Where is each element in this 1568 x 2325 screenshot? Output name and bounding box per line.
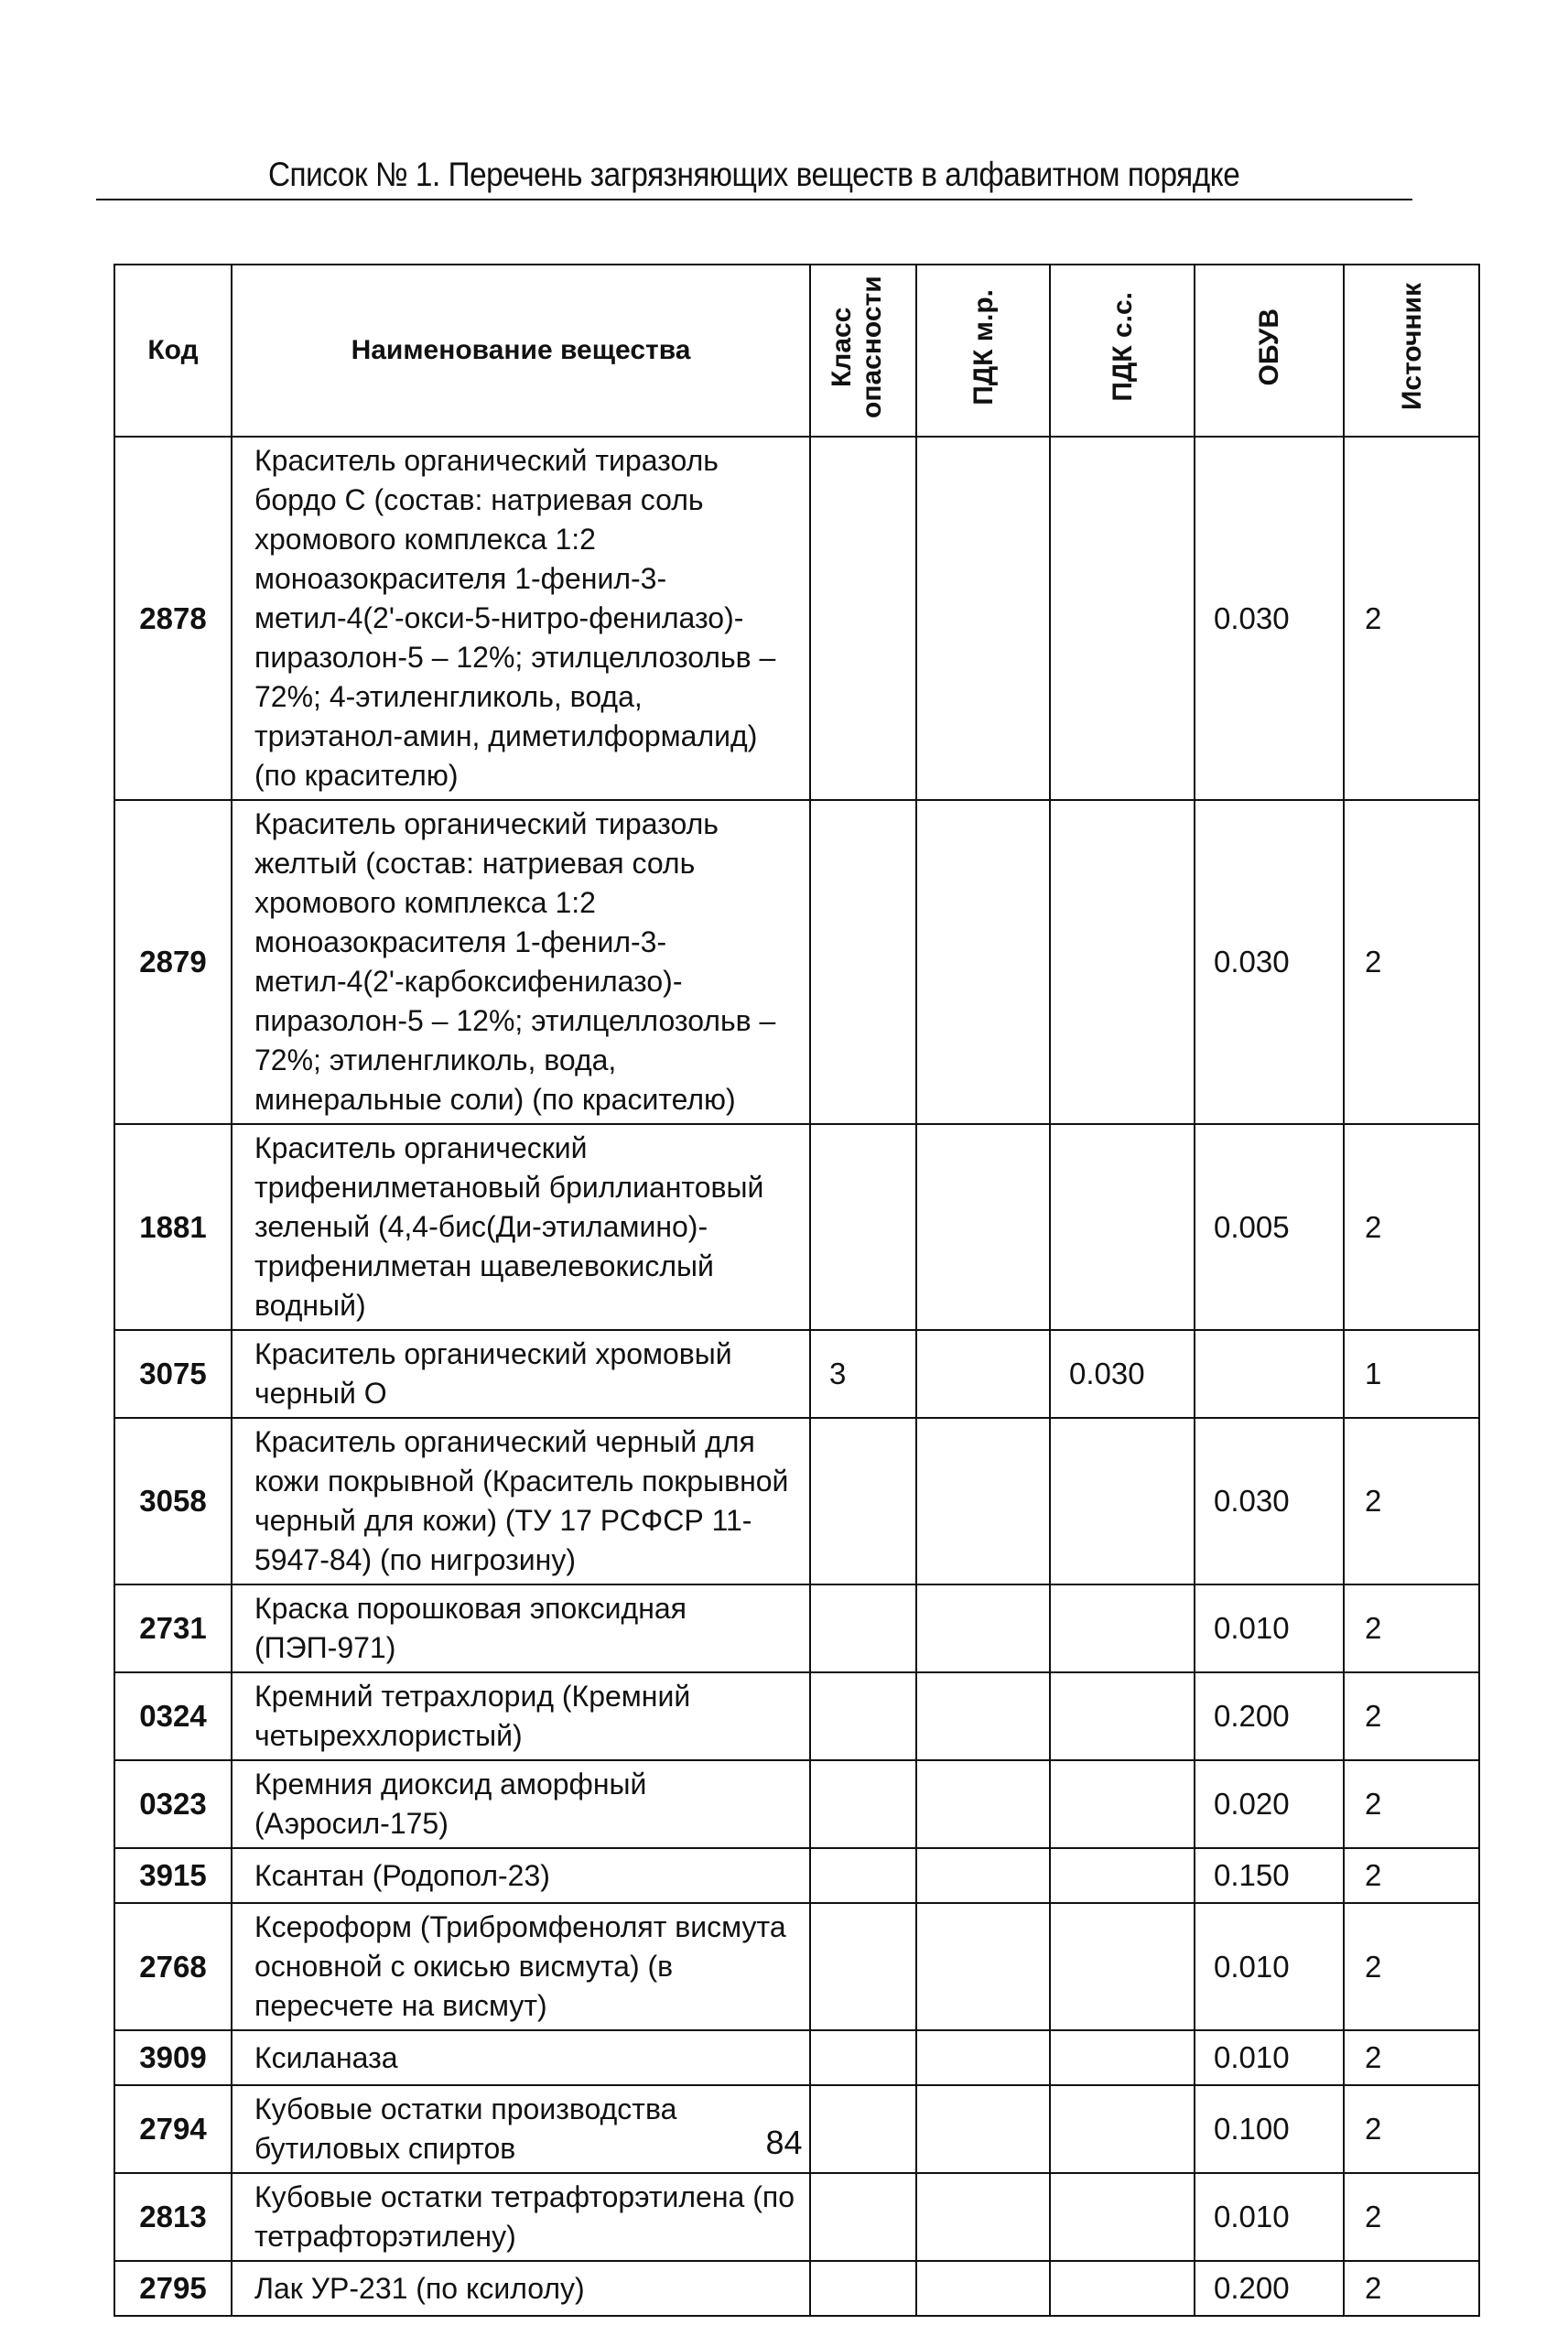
cell-pdk-mr <box>916 1903 1050 2030</box>
cell-name: Кубовые остатки производства бутиловых спиртов <box>232 2085 810 2173</box>
table-row <box>114 1418 1479 1584</box>
column-header-source: Источник <box>1344 265 1479 437</box>
column-header-name: Наименование вещества <box>232 265 810 437</box>
cell-pdk-mr <box>916 437 1050 800</box>
cell-name: Ксиланаза <box>232 2030 810 2085</box>
table-row <box>114 1584 1479 1672</box>
cell-name: Ксероформ (Трибромфенолят висмута основной с окисью висмута) (в пересчете на висмут) <box>232 1903 810 2030</box>
cell-pdk-ss: 0.030 <box>1050 1330 1195 1418</box>
page-title <box>96 151 1412 200</box>
cell-code: 2879 <box>114 800 232 1124</box>
cell-obuv: 0.150 <box>1195 1848 1344 1903</box>
cell-name: Кубовые остатки тетрафторэтилена (по тетрафторэтилену) <box>232 2173 810 2261</box>
cell-hazard-class <box>810 800 916 1124</box>
cell-pdk-mr <box>916 2173 1050 2261</box>
cell-pdk-mr <box>916 1124 1050 1330</box>
substances-table <box>114 264 1480 2317</box>
cell-source: 2 <box>1344 2030 1479 2085</box>
cell-source: 1 <box>1344 1330 1479 1418</box>
cell-code: 3909 <box>114 2030 232 2085</box>
table-row <box>114 1124 1479 1330</box>
cell-name: Краска порошковая эпоксидная (ПЭП-971) <box>232 1584 810 1672</box>
cell-code: 1881 <box>114 1124 232 1330</box>
cell-name: Краситель органический тиразоль желтый (состав: натриевая соль хромового комплекса 1:2 моноазокрасителя 1-фенил-3-метил-4(2'-карбоксифенилазо)-пиразолон-5 – 12%; этилцеллозольв – 72%; этиленгликоль, вода, минеральные соли) (по красителю) <box>232 800 810 1124</box>
cell-hazard-class <box>810 1672 916 1760</box>
cell-hazard-class <box>810 1760 916 1848</box>
cell-source: 2 <box>1344 1584 1479 1672</box>
cell-hazard-class <box>810 2261 916 2316</box>
cell-pdk-ss <box>1050 1124 1195 1330</box>
table-row <box>114 2030 1479 2085</box>
cell-obuv: 0.200 <box>1195 2261 1344 2316</box>
cell-obuv: 0.010 <box>1195 1903 1344 2030</box>
cell-hazard-class <box>810 1124 916 1330</box>
cell-code: 3058 <box>114 1418 232 1584</box>
cell-code: 3915 <box>114 1848 232 1903</box>
cell-pdk-mr <box>916 2030 1050 2085</box>
cell-obuv: 0.020 <box>1195 1760 1344 1848</box>
table-row <box>114 2173 1479 2261</box>
cell-pdk-mr <box>916 1584 1050 1672</box>
cell-code: 3075 <box>114 1330 232 1418</box>
cell-source: 2 <box>1344 2173 1479 2261</box>
table-body <box>114 437 1479 2316</box>
cell-code: 0323 <box>114 1760 232 1848</box>
table-row <box>114 1903 1479 2030</box>
cell-obuv: 0.005 <box>1195 1124 1344 1330</box>
cell-hazard-class <box>810 1418 916 1584</box>
cell-pdk-mr <box>916 1848 1050 1903</box>
column-header-hazard-class: Класс опасности <box>810 265 916 437</box>
cell-code: 0324 <box>114 1672 232 1760</box>
cell-pdk-ss <box>1050 1760 1195 1848</box>
column-header-obuv: ОБУВ <box>1195 265 1344 437</box>
cell-source: 2 <box>1344 1760 1479 1848</box>
cell-source: 2 <box>1344 1124 1479 1330</box>
cell-pdk-mr <box>916 1672 1050 1760</box>
cell-hazard-class <box>810 1903 916 2030</box>
cell-code: 2794 <box>114 2085 232 2173</box>
cell-name: Кремний тетрахлорид (Кремний четыреххлористый) <box>232 1672 810 1760</box>
cell-hazard-class <box>810 2030 916 2085</box>
cell-pdk-ss <box>1050 437 1195 800</box>
cell-source: 2 <box>1344 800 1479 1124</box>
cell-source: 2 <box>1344 437 1479 800</box>
cell-source: 2 <box>1344 1903 1479 2030</box>
column-header-pdk-ss: ПДК с.с. <box>1050 265 1195 437</box>
cell-pdk-ss <box>1050 1848 1195 1903</box>
cell-code: 2795 <box>114 2261 232 2316</box>
cell-pdk-ss <box>1050 2261 1195 2316</box>
page-number: 84 <box>765 2124 803 2161</box>
cell-code: 2878 <box>114 437 232 800</box>
table-header-row <box>114 265 1479 437</box>
cell-obuv: 0.030 <box>1195 437 1344 800</box>
table-row <box>114 800 1479 1124</box>
cell-source: 2 <box>1344 1672 1479 1760</box>
cell-name: Лак УР-231 (по ксилолу) <box>232 2261 810 2316</box>
cell-pdk-ss <box>1050 1418 1195 1584</box>
cell-hazard-class <box>810 437 916 800</box>
cell-source: 2 <box>1344 2261 1479 2316</box>
cell-name: Кремния диоксид аморфный (Аэросил-175) <box>232 1760 810 1848</box>
cell-code: 2731 <box>114 1584 232 1672</box>
cell-name: Краситель органический тиразоль бордо С (состав: натриевая соль хромового комплекса 1:2 моноазокрасителя 1-фенил-3-метил-4(2'-окси-5-нитро-фенилазо)-пиразолон-5 – 12%; этилцеллозольв – 72%; 4-этиленгликоль, вода, триэтанол-амин, диметилформалид) (по красителю) <box>232 437 810 800</box>
cell-pdk-mr <box>916 2261 1050 2316</box>
cell-obuv: 0.010 <box>1195 2173 1344 2261</box>
cell-obuv: 0.100 <box>1195 2085 1344 2173</box>
cell-obuv: 0.010 <box>1195 1584 1344 1672</box>
column-header-pdk-mr: ПДК м.р. <box>916 265 1050 437</box>
table-row <box>114 2261 1479 2316</box>
cell-hazard-class: 3 <box>810 1330 916 1418</box>
cell-code: 2768 <box>114 1903 232 2030</box>
table-row <box>114 1760 1479 1848</box>
cell-name: Краситель органический трифенилметановый бриллиантовый зеленый (4,4-бис(Ди-этиламино)-трифенилметан щавелевокислый водный) <box>232 1124 810 1330</box>
cell-hazard-class <box>810 2173 916 2261</box>
cell-pdk-mr <box>916 1760 1050 1848</box>
table-row <box>114 437 1479 800</box>
cell-obuv <box>1195 1330 1344 1418</box>
table-row <box>114 1848 1479 1903</box>
cell-pdk-ss <box>1050 2173 1195 2261</box>
cell-pdk-mr <box>916 1418 1050 1584</box>
cell-pdk-ss <box>1050 1584 1195 1672</box>
cell-pdk-mr <box>916 800 1050 1124</box>
column-header-code: Код <box>114 265 232 437</box>
table-row <box>114 1672 1479 1760</box>
table-row <box>114 1330 1479 1418</box>
cell-hazard-class <box>810 1848 916 1903</box>
cell-obuv: 0.030 <box>1195 800 1344 1124</box>
cell-name: Ксантан (Родопол-23) <box>232 1848 810 1903</box>
cell-pdk-ss <box>1050 1903 1195 2030</box>
cell-code: 2813 <box>114 2173 232 2261</box>
cell-source: 2 <box>1344 1848 1479 1903</box>
page-title-text: Список № 1. Перечень загрязняющих веществ в алфавитном порядке <box>268 156 1240 193</box>
cell-pdk-ss <box>1050 1672 1195 1760</box>
cell-pdk-mr <box>916 1330 1050 1418</box>
cell-name: Краситель органический черный для кожи покрывной (Краситель покрывной черный для кожи) (ТУ 17 РСФСР 11-5947-84) (по нигрозину) <box>232 1418 810 1584</box>
cell-pdk-ss <box>1050 800 1195 1124</box>
cell-source: 2 <box>1344 2085 1479 2173</box>
cell-source: 2 <box>1344 1418 1479 1584</box>
cell-obuv: 0.010 <box>1195 2030 1344 2085</box>
cell-pdk-ss <box>1050 2030 1195 2085</box>
cell-obuv: 0.200 <box>1195 1672 1344 1760</box>
cell-name: Краситель органический хромовый черный О <box>232 1330 810 1418</box>
cell-hazard-class <box>810 1584 916 1672</box>
cell-obuv: 0.030 <box>1195 1418 1344 1584</box>
